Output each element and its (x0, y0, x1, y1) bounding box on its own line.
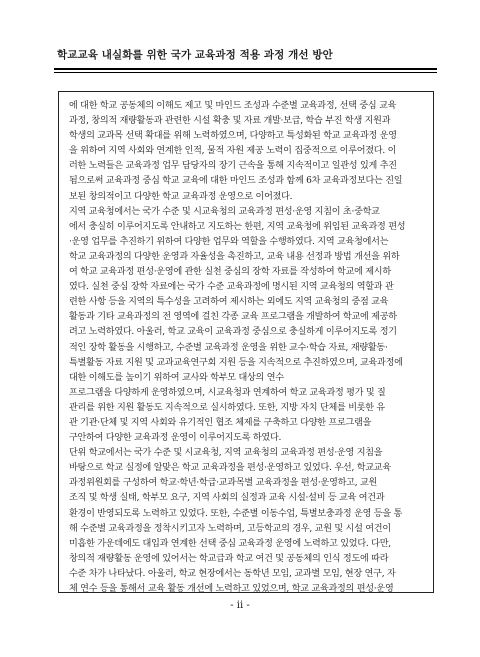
text-line: 창의적 재량활동 운영에 있어서는 학교급과 학교 여건 및 공동체의 인식 정도에 따라 (69, 553, 389, 564)
text-line: 였다. 실천 중심 장학 자료에는 국가 수준 교육과정에 명시된 지역 교육청의 역할과 관 (69, 282, 394, 293)
text-line: 바탕으로 학교 실정에 알맞은 학교 교육과정을 편성·운영하고 있었다. 우선, 학교교육 (69, 463, 391, 474)
text-line: 에 대한 학교 공동체의 이해도 제고 및 마인드 조성과 수준별 교육과정, 선택 중심 교육 (69, 101, 397, 111)
text-line: 러한 노력들은 교육과정 업무 담당자의 장기 근속을 통해 지속적이고 일관성 있게 추진 (69, 161, 397, 172)
text-line: 수준 차가 나타났다. 아울러, 학교 현장에서는 동학년 모임, 교과별 모임, 현장 연구, 자 (69, 568, 396, 579)
text-line: 됨으로써 교육과정 중심 학교 교육에 대한 마인드 조성과 함께 6차 교육과정보다는 진일 (69, 176, 403, 187)
text-line: 프로그램을 다양하게 운영하였으며, 시교육청과 연계하여 학교 교육과정 평가 및 질 (69, 387, 386, 398)
text-box (58, 91, 434, 593)
text-line: 관 기관·단체 및 지역 사회와 유기적인 협조 체제를 구축하고 다양한 프로그램을 (69, 417, 372, 428)
text-line: 과정, 창의적 재량활동과 관련한 시설 확충 및 자료 개발·보급, 학습 부진 학생 지원과 (69, 116, 391, 127)
text-line: 보된 창의적이고 다양한 학교 교육과정 운영으로 이어졌다. (69, 191, 293, 202)
text-line: 려고 노력하였다. 아울러, 학교 교육이 교육과정 중심으로 충실하게 이루어지도록 정기 (69, 327, 397, 338)
text-line: 특별활동 자료 지원 및 교과교육연구회 지원 등을 지속적으로 추진하였으며, 교육과정에 (69, 357, 403, 368)
text-line: 미흡한 가운데에도 대입과 연계한 선택 중심 교육과정 운영에 노력하고 있었다. 다만, (69, 538, 391, 549)
text-line: 적인 장학 활동을 시행하고, 수준별 교육과정 운영을 위한 교수·학습 자료, 재량활동· (69, 342, 388, 353)
text-line: 관리를 위한 지원 활동도 지속적으로 실시하였다. 또한, 지방 자치 단체를 비롯한 유 (69, 402, 385, 413)
text-line: 해 수준별 교육과정을 정착시키고자 노력하며, 고등학교의 경우, 교원 및 시설 여건이 (69, 523, 391, 534)
header-rule (54, 68, 437, 73)
text-line: 환경이 반영되도록 노력하고 있었다. 또한, 수준별 이동수업, 특별보충과정 운영 등을 통 (69, 508, 403, 519)
text-line: 학교 교육과정의 다양한 운영과 자율성을 촉진하고, 교육 내용 선정과 방법 개선을 위하 (69, 251, 400, 262)
text-line: 을 위하여 지역 사회와 연계한 인적, 물적 자원 제공 노력이 집중적으로 이루어졌다. 이 (69, 146, 397, 157)
text-line: 련한 사항 등을 지역의 특수성을 고려하여 제시하는 외에도 지역 교육청의 중점 교육 (69, 297, 389, 308)
running-header: 학교교육 내실화를 위한 국가 교육과정 적용 과정 개선 방안 (57, 49, 333, 61)
text-line: 대한 이해도를 높이기 위하여 교사와 학부모 대상의 연수 (69, 372, 284, 383)
paragraph (69, 99, 423, 205)
text-line: 지역 교육청에서는 국가 수준 및 시교육청의 교육과정 편성·운영 지침이 초·중학교 (69, 206, 380, 217)
text-line: ·운영 업무를 추진하기 위하여 다양한 업무와 역할을 수행하였다. 지역 교육청에서는 (69, 236, 389, 247)
text-line: 활동과 기타 교육과정의 전 영역에 걸친 각종 교육 프로그램을 개발하여 학교에 제공하 (69, 312, 397, 323)
paragraph (69, 446, 423, 593)
text-line: 구안하여 다양한 교육과정 운영이 이루어지도록 하였다. (69, 433, 282, 444)
body-text (69, 99, 423, 593)
paragraph (69, 205, 423, 447)
text-line: 조직 및 학생 실태, 학부모 요구, 지역 사회의 실정과 교육 시설·설비 등 교육 여건과 (69, 493, 385, 504)
text-line: 에서 충실히 이루어지도록 안내하고 지도하는 한편, 지역 교육청에 위임된 교육과정 편성 (69, 221, 406, 232)
text-line: 여 학교 교육과정 편성·운영에 관한 실천 중심의 장학 자료를 작성하여 학교에 제시하 (69, 267, 391, 278)
text-line: 체 연수 등을 통해서 교육 활동 개선에 노력하고 있었으며, 학교 교육과정의 편성·운영 (69, 584, 394, 593)
text-line: 과정위원회를 구성하여 학교·학년·학급·교과목별 교육과정을 편성·운영하고, 교원 (69, 478, 378, 489)
text-line: 학생의 교과목 선택 확대를 위해 노력하였으며, 다양하고 특성화된 학교 교육과정 운영 (69, 131, 397, 142)
page-number: - ii - (230, 600, 250, 611)
text-line: 단위 학교에서는 국가 수준 및 시교육청, 지역 교육청의 교육과정 편성·운영 지침을 (69, 448, 383, 459)
